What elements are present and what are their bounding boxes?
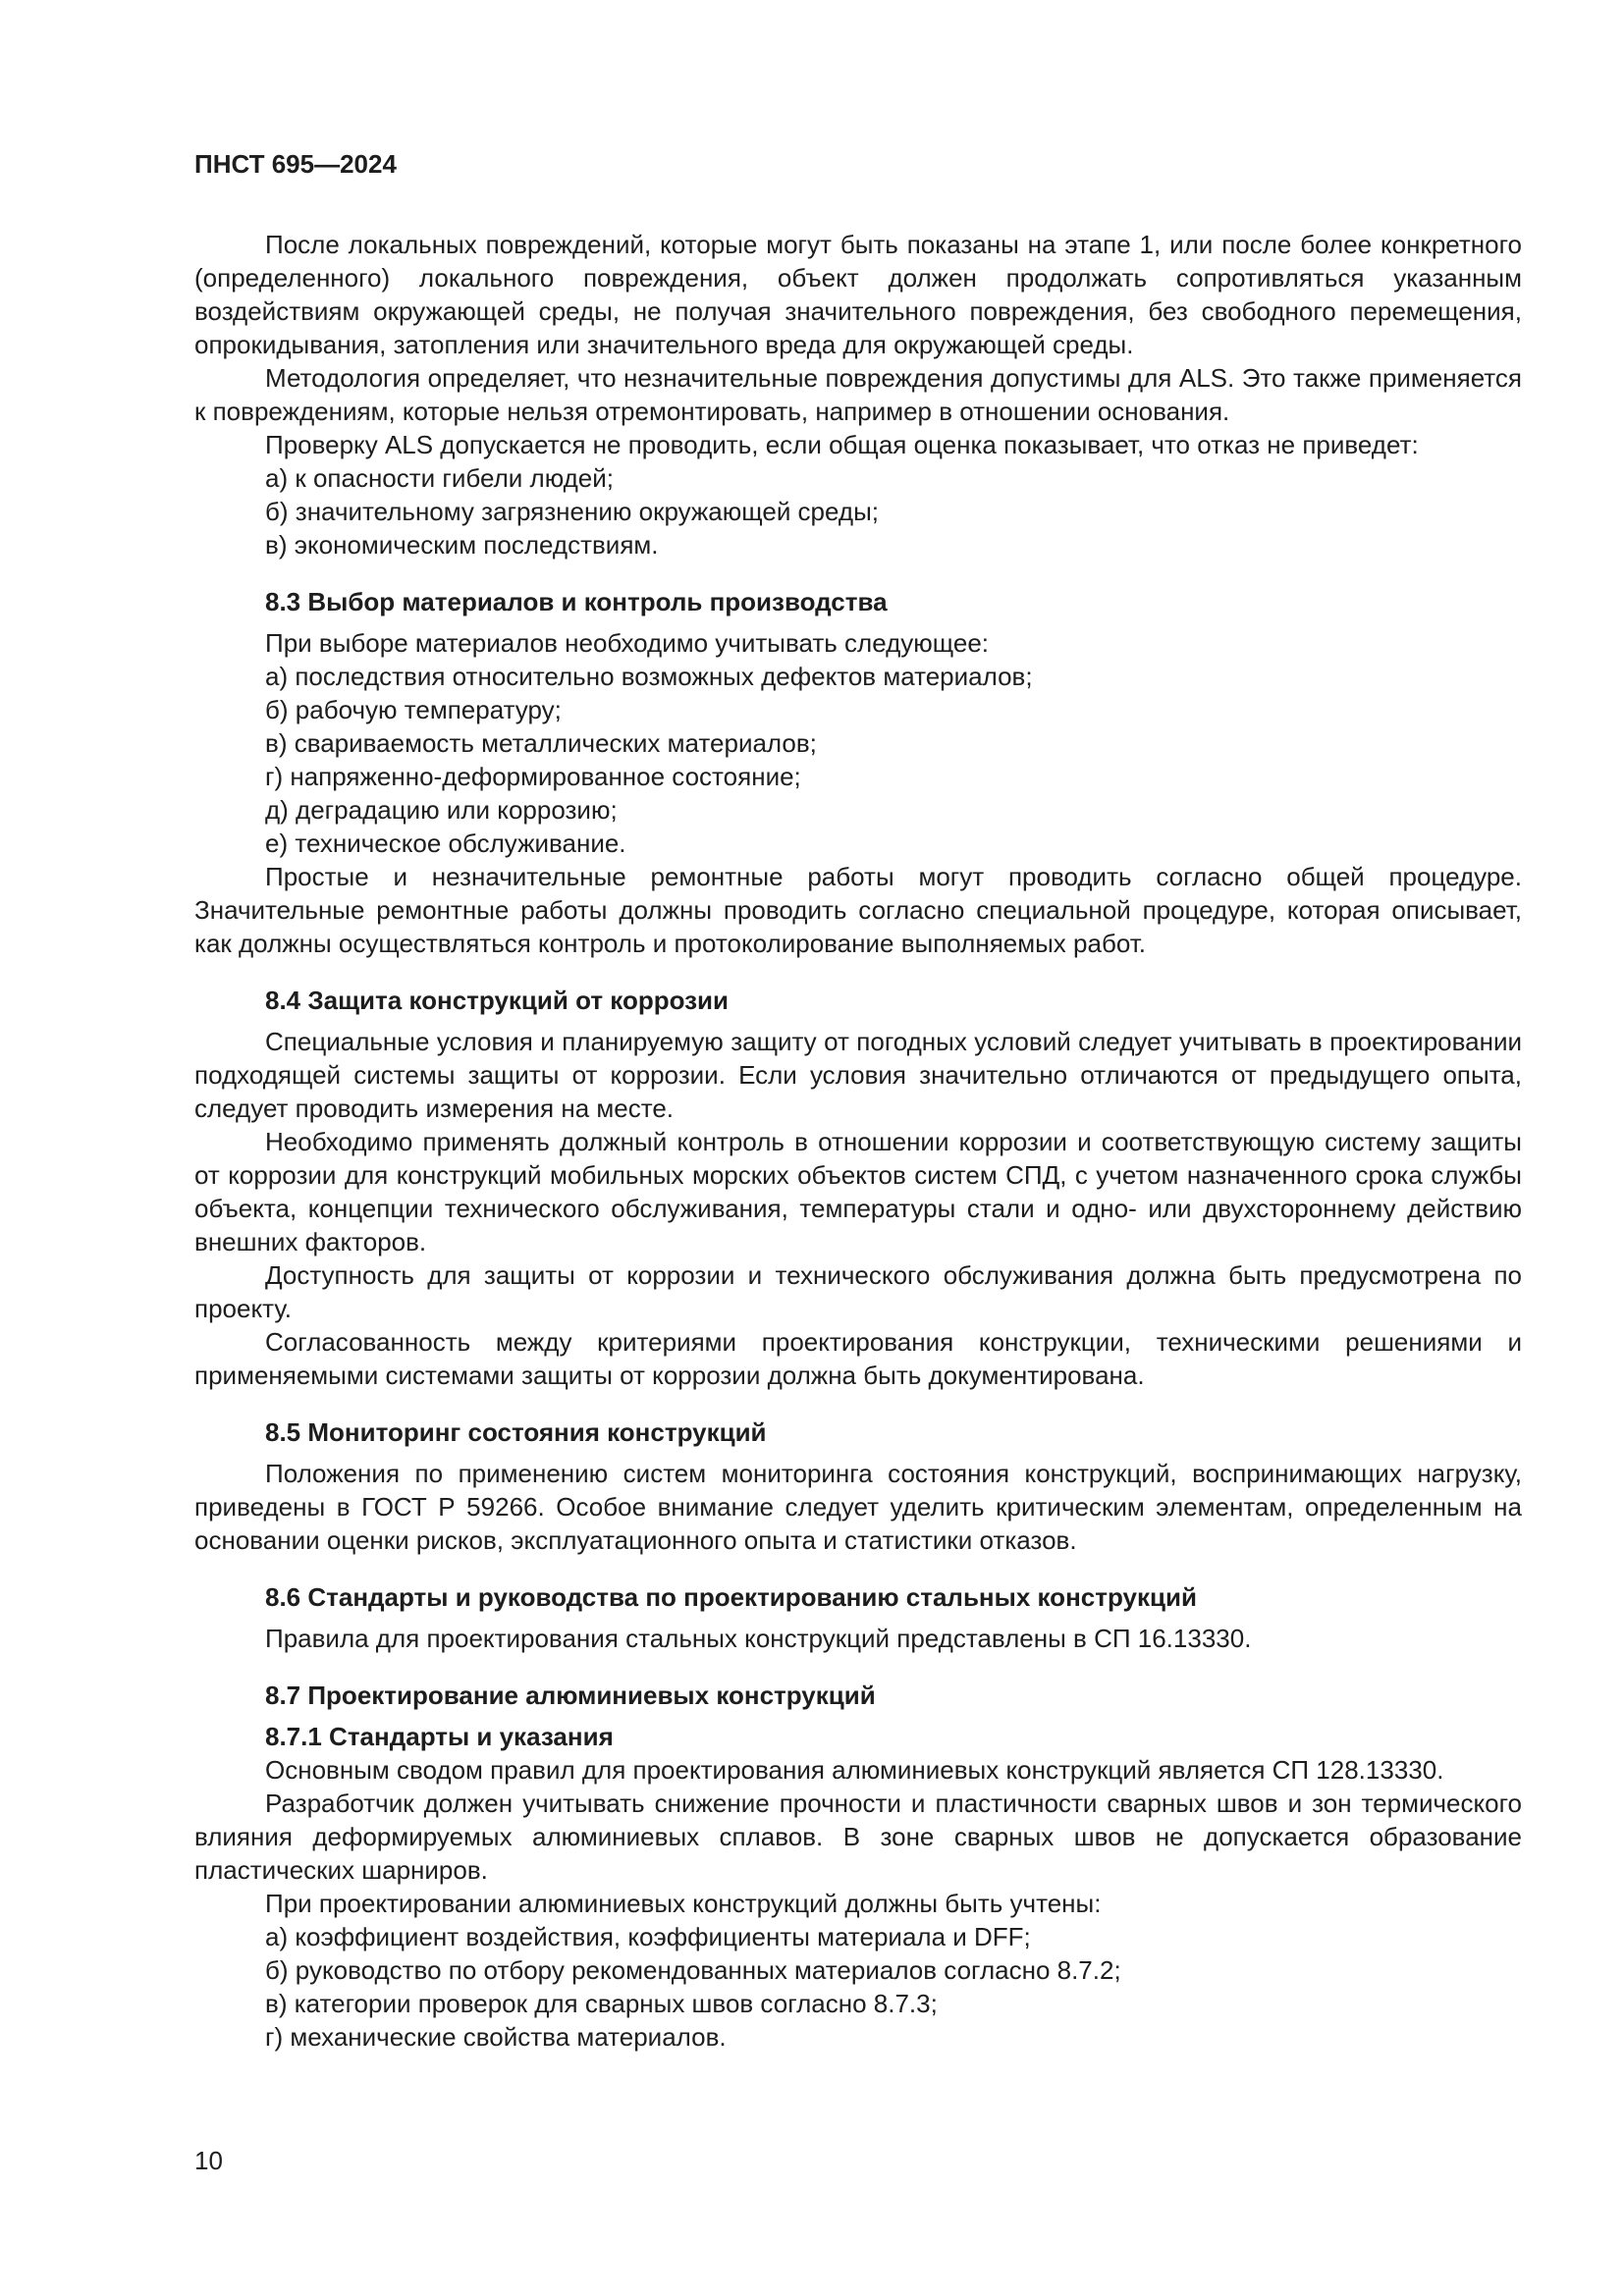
paragraph: Положения по применению систем мониторинга состояния конструкций, воспринимающих нагрузку, приведены в ГОСТ Р 59266. Особое внимание следует уделить критическим элементам, определенным на основании оценки рисков, эксплуатационного опыта и статистики отказов. bbox=[194, 1459, 1522, 1555]
paragraph: При выборе материалов необходимо учитывать следующее: bbox=[265, 628, 990, 658]
paragraph: Согласованность между критериями проектирования конструкции, техническими решениями и применяемыми системами защиты от коррозии должна быть документирована. bbox=[194, 1327, 1522, 1390]
paragraph: При проектировании алюминиевых конструкций должны быть учтены: bbox=[265, 1889, 1102, 1918]
paragraph: Правила для проектирования стальных конструкций представлены в СП 16.13330. bbox=[265, 1624, 1252, 1653]
list-item: в) категории проверок для сварных швов согласно 8.7.3; bbox=[265, 1989, 938, 2018]
paragraph: Разработчик должен учитывать снижение прочности и пластичности сварных швов и зон термического влияния деформируемых алюминиевых сплавов. В зоне сварных швов не допускается образование пластических шарниров. bbox=[194, 1789, 1522, 1885]
paragraph: Простые и незначительные ремонтные работы могут проводить согласно общей процедуре. Значительные ремонтные работы должны проводить согласно специальной процедуре, которая описывает, как должны осуществляться контроль и протоколирование выполняемых работ. bbox=[194, 862, 1522, 958]
document-id-header: ПНСТ 695—2024 bbox=[194, 149, 397, 179]
paragraph: Методология определяет, что незначительные повреждения допустимы для ALS. Это также применяется к повреждениям, которые нельзя отремонтировать, например в отношении основания. bbox=[194, 363, 1522, 426]
paragraph: После локальных повреждений, которые могут быть показаны на этапе 1, или после более конкретного (определенного) локального повреждения, объект должен продолжать сопротивляться указанным воздействиям окружающей среды, не получая значительного повреждения, без свободного перемещения, опрокидывания, затопления или значительного вреда для окружающей среды. bbox=[194, 230, 1522, 359]
list-item: в) свариваемость металлических материалов; bbox=[265, 728, 817, 758]
list-item: б) рабочую температуру; bbox=[265, 695, 562, 724]
paragraph: Необходимо применять должный контроль в отношении коррозии и соответствующую систему защиты от коррозии для конструкций мобильных морских объектов систем СПД, с учетом назначенного срока службы объекта, концепции технического обслуживания, температуры стали и одно- или двухстороннему действию внешних факторов. bbox=[194, 1127, 1522, 1256]
list-item: б) руководство по отбору рекомендованных материалов согласно 8.7.2; bbox=[265, 1955, 1121, 1985]
section-heading-8-6: 8.6 Стандарты и руководства по проектированию стальных конструкций bbox=[265, 1582, 1197, 1612]
section-heading-8-3: 8.3 Выбор материалов и контроль производства bbox=[265, 587, 888, 616]
paragraph: Основным сводом правил для проектирования алюминиевых конструкций является СП 128.13330. bbox=[265, 1755, 1444, 1785]
section-heading-8-4: 8.4 Защита конструкций от коррозии bbox=[265, 986, 730, 1015]
paragraph: Специальные условия и планируемую защиту от погодных условий следует учитывать в проектировании подходящей системы защиты от коррозии. Если условия значительно отличаются от предыдущего опыта, следует проводить измерения на месте. bbox=[194, 1027, 1522, 1123]
subsection-heading-8-7-1: 8.7.1 Стандарты и указания bbox=[265, 1722, 614, 1751]
paragraph: Доступность для защиты от коррозии и технического обслуживания должна быть предусмотрена по проекту. bbox=[194, 1260, 1522, 1323]
list-item: а) коэффициент воздействия, коэффициенты материала и DFF; bbox=[265, 1922, 1031, 1951]
list-item: а) последствия относительно возможных дефектов материалов; bbox=[265, 662, 1033, 691]
list-item: а) к опасности гибели людей; bbox=[265, 463, 615, 493]
list-item: б) значительному загрязнению окружающей среды; bbox=[265, 497, 879, 526]
document-body bbox=[194, 228, 1522, 2054]
section-heading-8-5: 8.5 Мониторинг состояния конструкций bbox=[265, 1417, 767, 1447]
list-item: г) механические свойства материалов. bbox=[265, 2022, 727, 2052]
section-heading-8-7: 8.7 Проектирование алюминиевых конструкций bbox=[265, 1681, 876, 1710]
list-item: е) техническое обслуживание. bbox=[265, 828, 626, 858]
list-item: д) деградацию или коррозию; bbox=[265, 795, 618, 825]
paragraph: Проверку ALS допускается не проводить, если общая оценка показывает, что отказ не приведет: bbox=[265, 430, 1419, 459]
list-item: в) экономическим последствиям. bbox=[265, 530, 659, 560]
page-number: 10 bbox=[194, 2146, 223, 2175]
list-item: г) напряженно-деформированное состояние; bbox=[265, 762, 801, 791]
